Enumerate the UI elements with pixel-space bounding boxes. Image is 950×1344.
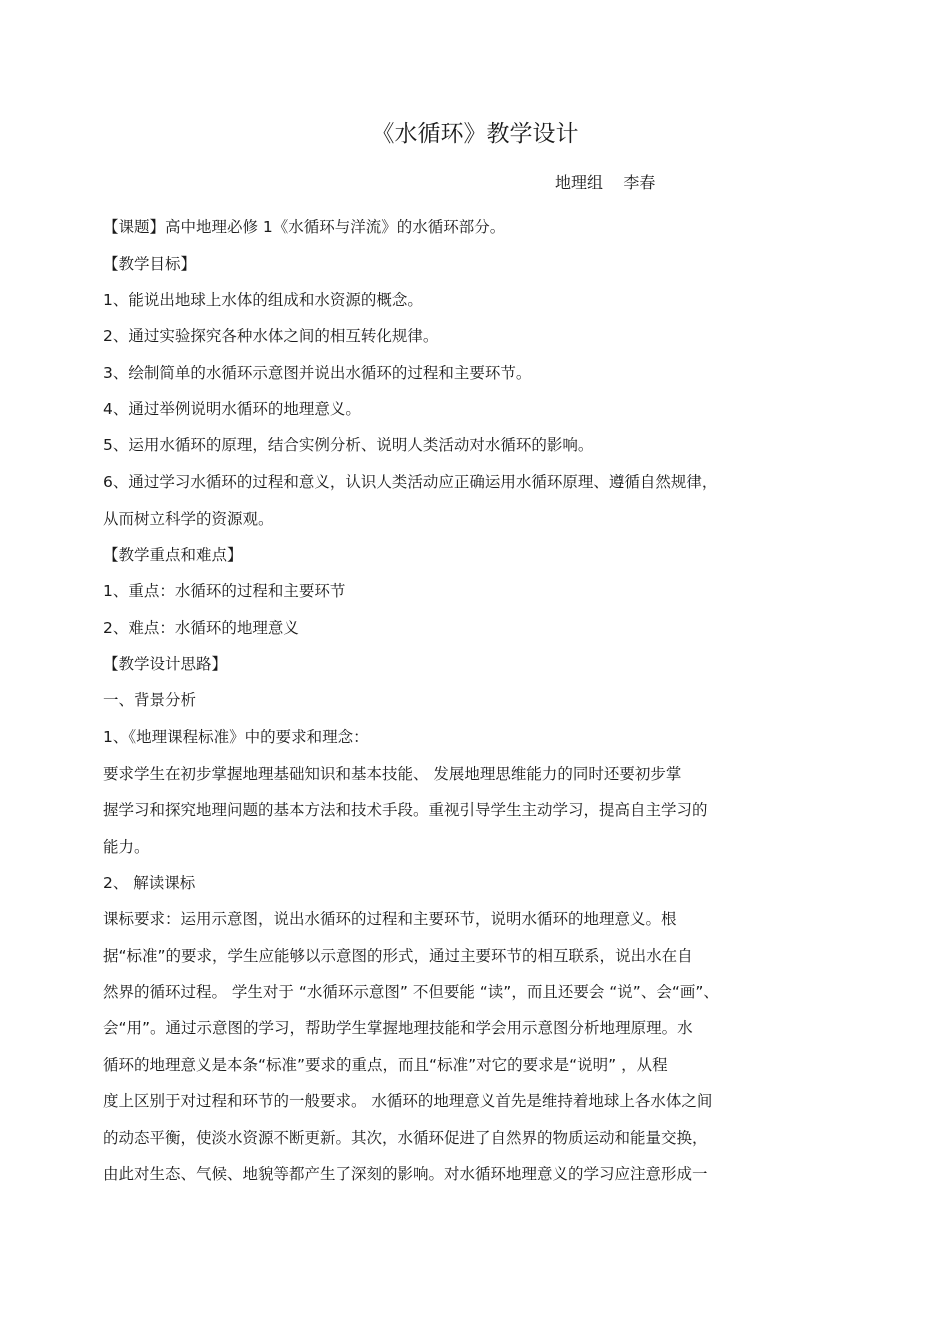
paragraph-line: 握学习和探究地理问题的基本方法和技术手段。重视引导学生主动学习，提高自主学习的 xyxy=(103,801,708,819)
paragraph-line: 会“用”。通过示意图的学习，帮助学生掌握地理技能和学会用示意图分析地理原理。水 xyxy=(103,1019,693,1037)
paragraph-line: 课标要求：运用示意图，说出水循环的过程和主要环节，说明水循环的地理意义。根 xyxy=(103,910,677,928)
paragraph-line: 1、重点：水循环的过程和主要环节 xyxy=(103,582,346,600)
paragraph-line: 的动态平衡，使淡水资源不断更新。其次，水循环促进了自然界的物质运动和能量交换， xyxy=(103,1129,708,1147)
document-author: 地理组 李春 xyxy=(555,173,656,192)
paragraph-line: 要求学生在初步掌握地理基础知识和基本技能、 发展地理思维能力的同时还要初步掌 xyxy=(103,765,682,783)
paragraph-line: 一、背景分析 xyxy=(103,691,197,709)
paragraph-line: 2、难点：水循环的地理意义 xyxy=(103,619,299,637)
paragraph-line: 2、 解读课标 xyxy=(103,874,196,892)
paragraph-line: 由此对生态、气候、地貌等都产生了深刻的影响。对水循环地理意义的学习应注意形成一 xyxy=(103,1165,708,1183)
document-title: 《水循环》教学设计 xyxy=(371,121,579,147)
paragraph-line: 4、通过举例说明水循环的地理意义。 xyxy=(103,400,361,418)
paragraph-line: 据“标准”的要求，学生应能够以示意图的形式，通过主要环节的相互联系，说出水在自 xyxy=(103,947,693,965)
paragraph-line: 1、《地理课程标准》中的要求和理念： xyxy=(103,728,369,746)
paragraph-line: 能力。 xyxy=(103,838,150,856)
paragraph-line: 3、绘制简单的水循环示意图并说出水循环的过程和主要环节。 xyxy=(103,364,532,382)
paragraph-line: 【教学设计思路】 xyxy=(103,655,228,673)
paragraph-line: 循环的地理意义是本条“标准”要求的重点，而且“标准”对它的要求是“说明” ，从程 xyxy=(103,1056,668,1074)
paragraph-line: 6、通过学习水循环的过程和意义，认识人类活动应正确运用水循环原理、遵循自然规律， xyxy=(103,473,718,491)
paragraph-line: 度上区别于对过程和环节的一般要求。 水循环的地理意义首先是维持着地球上各水体之间 xyxy=(103,1092,713,1110)
paragraph-line: 然界的循环过程。 学生对于 “水循环示意图” 不但要能 “读”，而且还要会 “说”、会“画”、 xyxy=(103,983,719,1001)
paragraph-line: 从而树立科学的资源观。 xyxy=(103,510,274,528)
paragraph-line: 【教学重点和难点】 xyxy=(103,546,243,564)
paragraph-line: 【教学目标】 xyxy=(103,255,197,273)
paragraph-line: 1、能说出地球上水体的组成和水资源的概念。 xyxy=(103,291,423,309)
paragraph-line: 2、通过实验探究各种水体之间的相互转化规律。 xyxy=(103,327,439,345)
paragraph-line: 【课题】高中地理必修 1《水循环与洋流》的水循环部分。 xyxy=(103,218,506,236)
paragraph-line: 5、运用水循环的原理，结合实例分析、说明人类活动对水循环的影响。 xyxy=(103,436,594,454)
